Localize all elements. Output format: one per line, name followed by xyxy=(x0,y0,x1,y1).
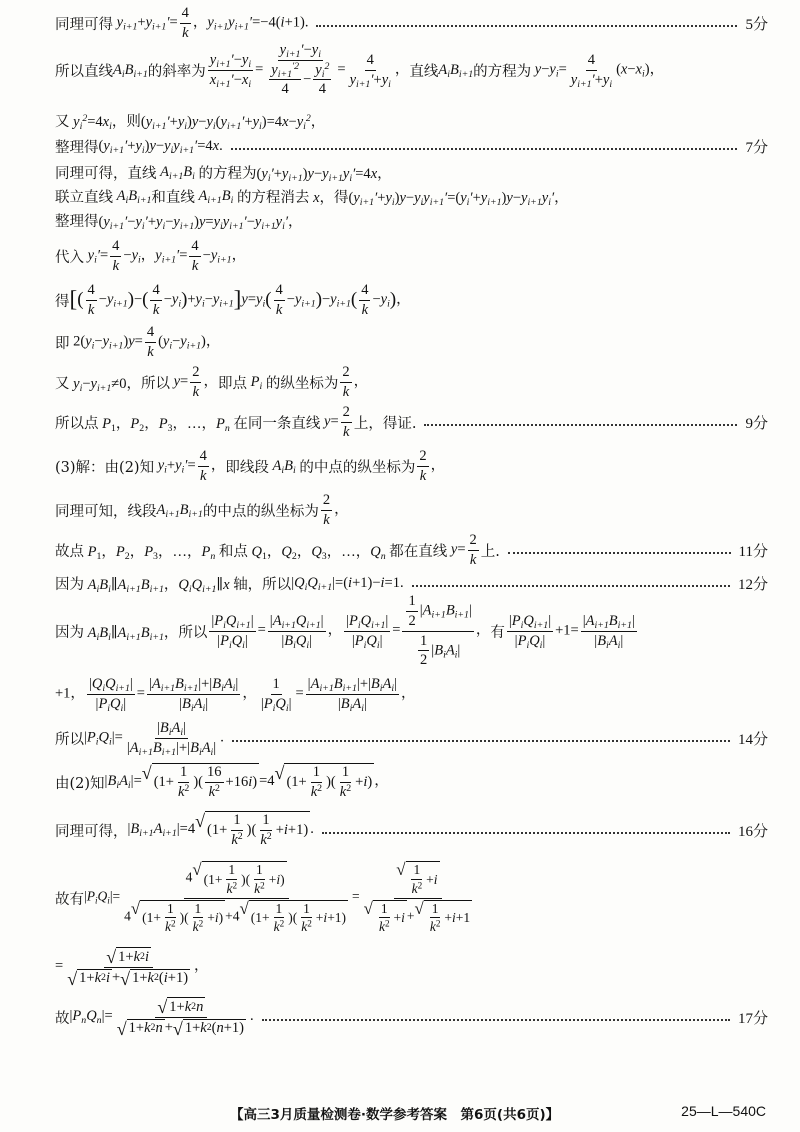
line-23: = √ 1+ k 2 i √ 1+ k 2 i + √ 1+ k 2 ( i +1) ， xyxy=(55,947,209,989)
line-11: 又 $y_i-y_{i+1}\ne 0$， 所以 y= $\frac{2}{k}$ ， 即点 $P_i$ 的纵坐标为 $\frac{2}{k}$ ， xyxy=(55,363,369,400)
score-5: 5分 xyxy=(745,16,768,33)
line-5: 同理可得，直线 $A_{i+1}B_i$ 的方程为 $(y_i'+y_{i+1})y-y_{i+1}y_i'=4x$， xyxy=(55,163,392,184)
line-9: 得 [( $\frac{4}{k}$ $-y_{i+1})-$( $\frac{4}{k}$ $-y_i)+y_i-y_{i+1}]y=y_i$( $\frac{4}{k}$ $-y_{i+1})-y_{i+1}$( $\frac{4}{k}$ $-y_i$)， xyxy=(55,281,411,318)
line-20: 由(2)知 $|B_iA_i|=$ √ (1+ $\frac{1}{k^2}$ )( $\frac{16}{k^2}$ +16 i ) =4 √ (1+ $\frac{1}{k^2}$ )( $\frac{1}{k^2}$ + i ) ， xyxy=(55,763,389,800)
line-19: 所以 $|P_iQ_i|=$ $\frac{|B_iA_i|}{|A_{i+1}B_{i+1}|+|B_iA_i|}$ . 14分 xyxy=(55,719,768,758)
score-17: 17分 xyxy=(737,1010,768,1027)
footer-title: 【高三3月质量检测卷·数学参考答案 第6页(共6页)】 xyxy=(230,1107,560,1123)
line-16: 因为 $A_iB_i\parallel A_{i+1}B_{i+1}$，$Q_iQ_{i+1}\parallel x$ 轴，所以 $|Q_iQ_{i+1}|=(i+1)-i=1$. 12分 xyxy=(55,574,768,595)
score-12: 12分 xyxy=(737,576,768,593)
line-4: 整理得 $(y_{i+1}'+y_i)y-y_iy_{i+1}'=4x$. 7分 xyxy=(55,137,768,156)
score-11: 11分 xyxy=(738,543,768,560)
score-9: 9分 xyxy=(745,415,768,432)
line-6: 联立直线 $A_iB_{i+1}$ 和直线 $A_{i+1}B_i$ 的方程消去 x， 得 $(y_{i+1}'+y_i)y-y_iy_{i+1}'=(y_i'+y_{i+1})y-y_{i+1}y_i'$， xyxy=(55,187,569,208)
footer-code: 25—L—540C xyxy=(681,1103,766,1119)
line-14: 同理可知，线段 $A_{i+1}B_{i+1}$ 的中点的纵坐标为 $\frac{2}{k}$ ， xyxy=(55,491,349,528)
line-12: 所以点 $P_1$，$P_2$，$P_3$，…，$P_n$ 在同一条直线 y= $\frac{2}{k}$ 上，得证. 9分 xyxy=(55,403,768,440)
line-3: 又 $y_i^2=4x_i$， 则 $(y_{i+1}'+y_i)y-y_i(y_{i+1}'+y_i)=4x-y_i^2$， xyxy=(55,112,326,132)
line-15: 故点 $P_1$，$P_2$，$P_3$，…，$P_n$ 和点 $Q_1$，$Q_2$，$Q_3$，…，$Q_n$ 都在直线 y= $\frac{2}{k}$ 上. 11分 xyxy=(55,531,768,568)
line-17: 因为 $A_iB_i\parallel A_{i+1}B_{i+1}$， 所以 $\frac{|P_iQ_{i+1}|}{|P_iQ_i|}$ = $\frac{|A_{i+1}Q_{i+1}|}{|B_iQ_i|}$ ， $\frac{|P_iQ_{i+1}|}{|P_iQ_i|}$ = $\frac{1}{2}$ $|A_{i+1}B_{i+1}|$ $\frac{1}{2}$ $|B_iA_i|$ ， 有 $\frac{|P_iQ_{i+1}|}{|P_iQ_i|}$ +1= $\frac{|A_{i+1}B_{i+1}|}{|B_iA_i|}$ xyxy=(55,593,635,669)
line-10: 即 $2(y_i-y_{i+1})y=$ $\frac{4}{k}$ $(y_i-y_{i+1})$， xyxy=(55,323,221,360)
line-2: 所以直线 $A_iB_{i+1}$ 的斜率为 $\frac{y_{i+1}'-y_i}{x_{i+1}'-x_i}$ = $y_{i+1}'-y_i$ $\frac{y_{i+1}^{'2}}{4}$ − $\frac{y_i^2}{4}$ = $\frac{4}{y_{i+1}'+y_i}$ ， 直线 $A_iB_{i+1}$ 的方程为 $y-y_i=$ $\frac{4}{y_{i+1}'+y_i}$ $(x-x_i)$， xyxy=(55,42,665,98)
line-1: 同理可得 $y_{i+1}+y_{i+1}'=$ $\frac{4}{k}$ ，$y_{i+1}y_{i+1}'=-4(i+1)$. 5分 xyxy=(55,4,768,41)
line-22: 故有 $|P_iQ_i|=$ 4 √ (1+ $\frac{1}{k^2}$ )( $\frac{1}{k^2}$ + i ) 4 √ (1+ $\frac{1}{k^2}$ )( $\frac{1}{k^2}$ + i ) +4 √ (1+ $\frac{1}{k^2}$ )( $\frac{1}{k^2}$ + i +1) = √ $\frac{1}{k^2}$ + i √ $\frac{1}{k^2}$ + i + √ $\frac{1}{k^2}$ + i +1 xyxy=(55,860,471,935)
line-7: 整理得 $(y_{i+1}'-y_i'+y_i-y_{i+1})y=y_iy_{i+1}'-y_{i+1}y_i'$， xyxy=(55,213,303,232)
score-14: 14分 xyxy=(737,731,768,748)
line-8: 代入 $y_i'=$ $\frac{4}{k}$ $-y_i$，$y_{i+1}'=$ $\frac{4}{k}$ $-y_{i+1}$， xyxy=(55,237,247,274)
line-21: 同理可得， $|B_{i+1}A_{i+1}|=4$ √ (1+ $\frac{1}{k^2}$ )( $\frac{1}{k^2}$ + i +1) . 16分 xyxy=(55,811,768,848)
line-24: 故 $|P_nQ_n|=$ √ 1+ k 2 n √ 1+ k 2 n + √ 1+ k 2 ( n +1) . 17分 xyxy=(55,997,768,1039)
page-footer xyxy=(0,1103,800,1123)
line-18: +1， $\frac{|Q_iQ_{i+1}|}{|P_iQ_i|}$ = $\frac{|A_{i+1}B_{i+1}|+|B_iA_i|}{|B_iA_i|}$ ， $\frac{1}{|P_iQ_i|}$ = $\frac{|A_{i+1}B_{i+1}|+|B_iA_i|}{|B_iA_i|}$ ， xyxy=(55,675,416,714)
score-16: 16分 xyxy=(737,823,768,840)
score-7: 7分 xyxy=(745,139,768,156)
line-13: (3)解：由(2)知 $y_i+y_i'=$ $\frac{4}{k}$ ， 即线段 $A_iB_i$ 的中点的纵坐标为 $\frac{2}{k}$ ， xyxy=(55,447,446,484)
